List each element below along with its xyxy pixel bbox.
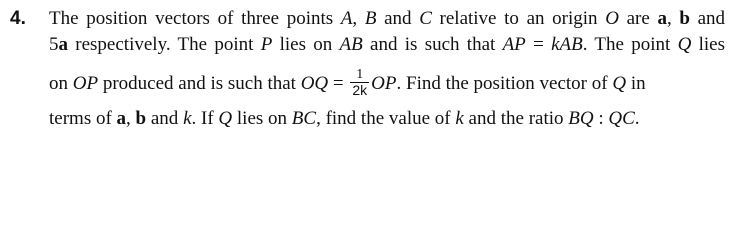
text: relative to an origin	[431, 8, 606, 29]
point-B: B	[364, 8, 377, 29]
text: and is such that	[362, 34, 503, 55]
text: terms of	[49, 108, 117, 129]
text: . If	[191, 108, 219, 129]
point-A: A	[340, 8, 353, 29]
text: and	[689, 8, 726, 29]
text: lies on	[232, 108, 292, 129]
segment-AB: AB	[339, 34, 363, 55]
text: lies on	[272, 34, 340, 55]
text: on	[49, 72, 73, 94]
variable-k: k	[183, 108, 192, 129]
fraction-one-over-2k	[350, 68, 369, 97]
segment-OP: OP	[371, 72, 397, 94]
segment-BC: BC	[291, 108, 317, 129]
equals-sign: =	[525, 34, 552, 55]
text: and	[146, 108, 184, 129]
segment-OP: OP	[72, 72, 99, 94]
text: ,	[666, 8, 680, 29]
text: respectively. The point	[68, 34, 261, 55]
text: ,	[126, 108, 136, 129]
vector-b: b	[135, 108, 147, 129]
point-P: P	[260, 34, 273, 55]
question-line-4	[49, 107, 725, 131]
text: .	[634, 108, 640, 129]
vector-a: a	[116, 108, 127, 129]
text: in	[626, 72, 646, 94]
text: produced and is such that	[98, 72, 301, 94]
question-number: 4.	[10, 8, 26, 29]
segment-AP: AP	[502, 34, 526, 55]
text: lies	[691, 34, 725, 55]
text: . Find the position vector of	[396, 72, 613, 94]
ratio-colon: :	[593, 108, 609, 129]
segment-OQ: OQ	[300, 72, 329, 94]
point-C: C	[419, 8, 432, 29]
vector-a: a	[58, 34, 68, 55]
text: The position vectors of three points	[49, 8, 341, 29]
point-Q: Q	[612, 72, 627, 94]
equals-sign: =	[328, 72, 349, 94]
fraction-denominator: 2k	[352, 82, 368, 98]
text: ,	[352, 8, 365, 29]
point-O: O	[605, 8, 619, 29]
point-Q: Q	[677, 34, 692, 55]
text: are	[618, 8, 658, 29]
question-line-1	[49, 7, 725, 31]
segment-QC: QC	[608, 108, 635, 129]
text: and	[376, 8, 420, 29]
segment-BQ: BQ	[568, 108, 594, 129]
vector-a: a	[657, 8, 667, 29]
coefficient: 5	[49, 34, 59, 55]
fraction-numerator: 1	[350, 68, 369, 83]
variable-k: k	[455, 108, 464, 129]
text: , find the value of	[316, 108, 456, 129]
question-line-3	[49, 67, 725, 99]
expression-kAB: kAB	[551, 34, 583, 55]
vector-b: b	[679, 8, 690, 29]
text: . The point	[582, 34, 678, 55]
question-line-2	[49, 33, 725, 57]
text: and the ratio	[463, 108, 569, 129]
point-Q: Q	[218, 108, 233, 129]
